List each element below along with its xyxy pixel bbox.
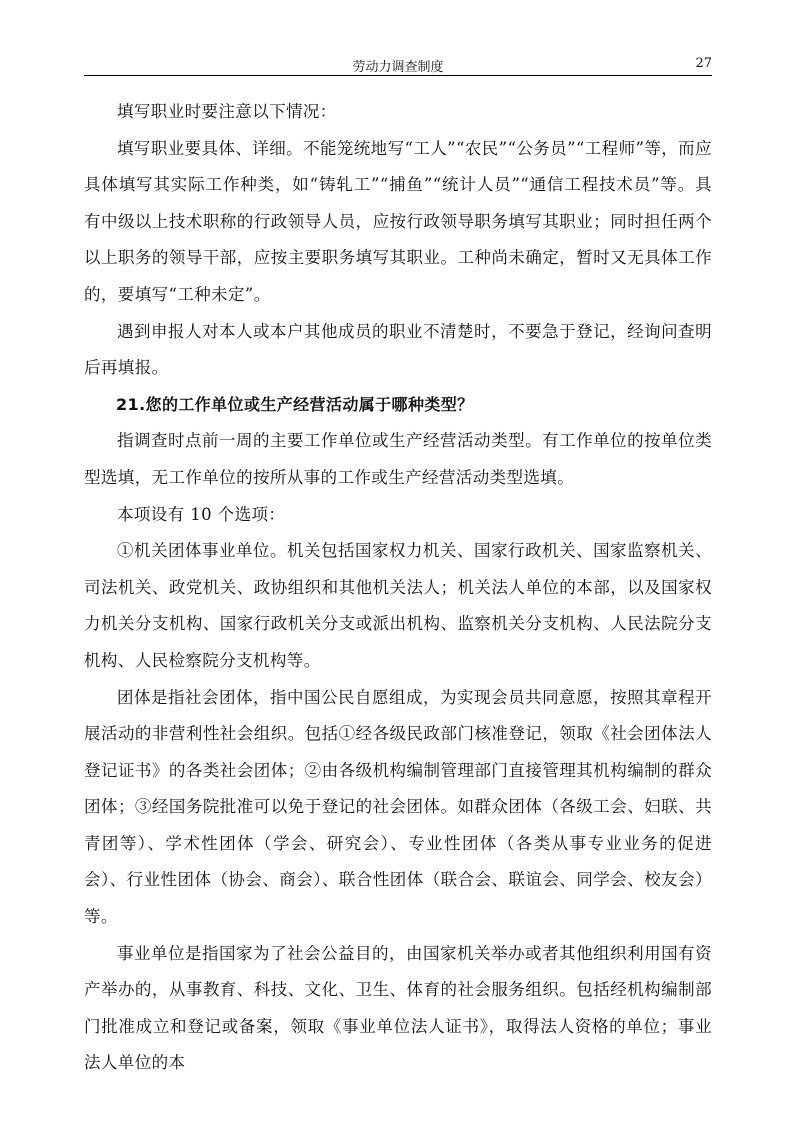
page-number: 27 xyxy=(695,56,712,71)
paragraph: 遇到申报人对本人或本户其他成员的职业不清楚时，不要急于登记，经询问查明后再填报。 xyxy=(84,321,712,378)
body-text xyxy=(84,94,712,1082)
paragraph: ①机关团体事业单位。机关包括国家权力机关、国家行政机关、国家监察机关、司法机关、政党机关、政协组织和其他机关法人；机关法人单位的本部，以及国家权力机关分支机构、国家行政机关分支或派出机构、监察机关分支机构、人民法院分支机构、人民检察院分支机构等。 xyxy=(84,541,712,670)
paragraph: 事业单位是指国家为了社会公益目的，由国家机关举办或者其他组织利用国有资产举办的，从事教育、科技、文化、卫生、体育的社会服务组织。包括经机构编制部门批准成立和登记或备案，领取《事业单位法人证书》，取得法人资格的单位；事业法人单位的本 xyxy=(84,943,712,1073)
paragraph: 本项设有 10 个选项： xyxy=(117,504,286,524)
paragraph: 填写职业要具体、详细。不能笼统地写“工人”“农民”“公务员”“工程师”等，而应具体填写其实际工作种类，如“铸轧工”“捕鱼”“统计人员”“通信工程技术员”等。具有中级以上技术职称的行政领导人员，应按行政领导职务填写其职业；同时担任两个以上职务的领导干部，应按主要职务填写其职业。工种尚未确定，暂时又无具体工作的，要填写“工种未定”。 xyxy=(84,138,712,304)
paragraph: 填写职业时要注意以下情况： xyxy=(117,102,337,121)
section-heading: 21.您的工作单位或生产经营活动属于哪种类型？ xyxy=(116,394,474,414)
header-title: 劳动力调查制度 xyxy=(352,60,444,75)
header-rule xyxy=(84,75,712,76)
page-header xyxy=(84,56,712,76)
paragraph: 指调查时点前一周的主要工作单位或生产经营活动类型。有工作单位的按单位类型选填，无工作单位的按所从事的工作或生产经营活动类型选填。 xyxy=(84,431,712,487)
paragraph: 团体是指社会团体，指中国公民自愿组成，为实现会员共同意愿，按照其章程开展活动的非营利性社会组织。包括①经各级民政部门核准登记，领取《社会团体法人登记证书》的各类社会团体；②由各级机构编制管理部门直接管理其机构编制的群众团体；③经国务院批准可以免于登记的社会团体。如群众团体（各级工会、妇联、共青团等）、学术性团体（学会、研究会）、专业性团体（各类从事专业业务的促进会）、行业性团体（协会、商会）、联合性团体（联合会、联谊会、同学会、校友会）等。 xyxy=(84,687,712,927)
